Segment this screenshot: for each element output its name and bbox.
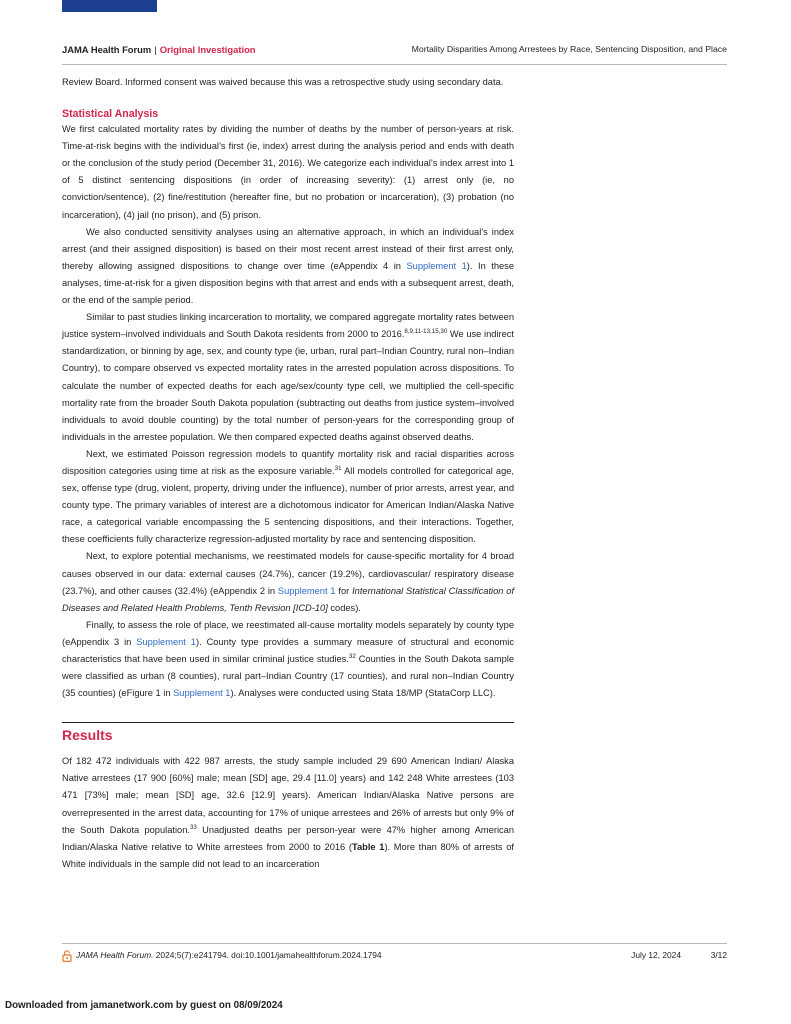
text-run: All models controlled for categorical age, sex, offense type (drug, violent, property, driving under the influence), number of prior arrests, arrest year, and county type. The primary variables of interest are a dichotomous indicator for American Indian/Alaska Native race, a categorical variable encompassing the 5 sentencing dispositions, and their interactions. Together, these coefficients fully characterize regression-adjusted mortality by race and sentencing disposition.: [62, 465, 514, 545]
stats-paragraph-3: [62, 309, 514, 446]
text-run: ). More than 80% of arrests of White individuals in the sample did not lead to an incarceration: [62, 841, 514, 869]
reference-superscript[interactable]: 32: [348, 652, 356, 660]
stats-paragraph-2: [62, 224, 514, 309]
text-run: Next, to explore potential mechanisms, we reestimated models for cause-specific mortality for 4 broad causes observed in our data: external causes (24.7%), cancer (19.2%), cardiovascular/ respiratory disease (23.7%), and other causes (32.4%) (eAppendix 2 in: [62, 551, 514, 596]
page-number: 3/12: [710, 950, 727, 960]
text-run: Similar to past studies linking incarceration to mortality, we compared aggregate mortality rates between justice system–involved individuals and South Dakota residents from 2000 to 2016.: [62, 312, 514, 340]
text-run: ). In these analyses, time-at-risk for a given disposition begins with that arrest and ends with a subsequent arrest, death, or the end of the sample period.: [62, 260, 514, 306]
reference-superscript[interactable]: 8,9,11-13,15,30: [404, 328, 448, 336]
reference-superscript[interactable]: 33: [189, 823, 197, 831]
table-reference[interactable]: Table 1: [352, 841, 385, 852]
stats-paragraph-5: [62, 548, 514, 616]
supplement-link[interactable]: Supplement 1: [173, 688, 231, 699]
page-header: [62, 44, 727, 58]
footer-rule: [62, 943, 727, 944]
text-run: Counties in the South Dakota sample were classified as urban (8 counties), rural part–Indian Country (17 counties), and rural non–Indian Country (35 counties) (eFigure 1 in: [62, 654, 514, 699]
footer-citation: [76, 950, 382, 960]
text-run: We use indirect standardization, or binning by age, sex, and county type (ie, urban, rural part–Indian Country, rural non–Indian Country), to compare observed vs expected mortality rates in the arrested population across dispositions. To calculate the number of expected deaths for each age/sex/county type cell, we multiplied the cell-specific mortality rate from the broader South Dakota population (subtracting out deaths from justice system–involved individuals to avoid double counting) by the total number of person-years for the corresponding group of individuals in the arrestee population. We then compared expected deaths against observed deaths.: [62, 329, 514, 442]
article-body: [62, 74, 514, 873]
article-type: Original Investigation: [159, 44, 256, 55]
stats-paragraph-1: We first calculated mortality rates by dividing the number of deaths by the number of person-years at risk. Time-at-risk begins with the individual’s first (ie, index) arrest during the analysis period and ends with death or the conclusion of the study period (December 31, 2016). We categorize each individual’s index arrest into 1 of 5 distinct sentencing dispositions (in order of increasing severity): (1) arrest only (ie, no conviction/sentence), (2) fine/restitution (hereafter fine, but no probation or incarceration), (3) probation (no incarceration), (4) jail (no prison), and (5) prison.: [62, 124, 514, 220]
page-footer: [62, 950, 727, 964]
stats-paragraph-6: [62, 617, 514, 702]
header-rule: [62, 64, 727, 65]
text-run: We also conducted sensitivity analyses using an alternative approach, in which an individual’s index arrest (and their assigned disposition) is based on their most recent arrest instead of their first arrest only, thereby allowing assigned dispositions to change over time (eAppendix 4 in: [62, 226, 514, 271]
text-run: Finally, to assess the role of place, we reestimated all-cause mortality models separately by county type (eAppendix 3 in: [62, 619, 514, 647]
stats-paragraph-4: [62, 446, 514, 549]
supplement-link[interactable]: Supplement 1: [277, 585, 336, 596]
text-run: ). Analyses were conducted using Stata 18/MP (StataCorp LLC).: [230, 688, 496, 699]
header-journal-section: [62, 44, 256, 55]
icd-title: International Statistical Classification of Diseases and Related Health Problems, Tenth Revision [ICD-10]: [62, 585, 515, 613]
running-title: Mortality Disparities Among Arrestees by Race, Sentencing Disposition, and Place: [411, 44, 727, 54]
text-run: Next, we estimated Poisson regression models to quantify mortality risk and racial disparities across disposition categories using time at risk as the exposure variable.: [62, 448, 514, 476]
text-run: ). County type provides a summary measure of structural and economic characteristics that have been used in similar criminal justice studies.: [62, 636, 515, 664]
publication-date: July 12, 2024: [631, 950, 681, 960]
results-rule: [62, 722, 514, 723]
text-run: for: [335, 585, 353, 596]
text-run: Of 182 472 individuals with 422 987 arrests, the study sample included 29 690 American Indian/ Alaska Native arrestees (17 900 [60%] male; mean [SD] age, 29.4 [11.0] years) and 142 248 White arrestees (103 471 [73%] male; mean [SD] age, 32.6 [12.9] years). American Indian/Alaska Native persons are overrepresented in the arrest data, accounting for 17% of unique arrestees and 26% of arrests but only 9% of the South Dakota population.: [62, 756, 514, 835]
reference-superscript[interactable]: 31: [334, 464, 342, 472]
supplement-link[interactable]: Supplement 1: [406, 260, 467, 271]
results-paragraph-1: [62, 753, 514, 873]
intro-continuation: Review Board. Informed consent was waived because this was a retrospective study using secondary data.: [62, 77, 504, 87]
text-run: Unadjusted deaths per person-year were 47% higher among American Indian/Alaska Native relative to White arrestees from 2000 to 2016 (: [62, 824, 514, 852]
open-access-lock-icon: [62, 950, 72, 962]
header-separator: |: [154, 44, 157, 55]
journal-name: JAMA Health Forum: [62, 44, 152, 55]
results-heading: Results: [62, 727, 113, 744]
supplement-link[interactable]: Supplement 1: [136, 636, 196, 647]
footer-journal: JAMA Health Forum.: [76, 950, 154, 960]
journal-brand-bar: [62, 0, 157, 12]
footer-doi[interactable]: 2024;5(7):e241794. doi:10.1001/jamahealthforum.2024.1794: [153, 950, 382, 960]
download-notice: Downloaded from jamanetwork.com by guest on 08/09/2024: [5, 1000, 283, 1011]
statistical-analysis-heading: Statistical Analysis: [62, 108, 159, 121]
text-run: codes).: [327, 602, 361, 613]
